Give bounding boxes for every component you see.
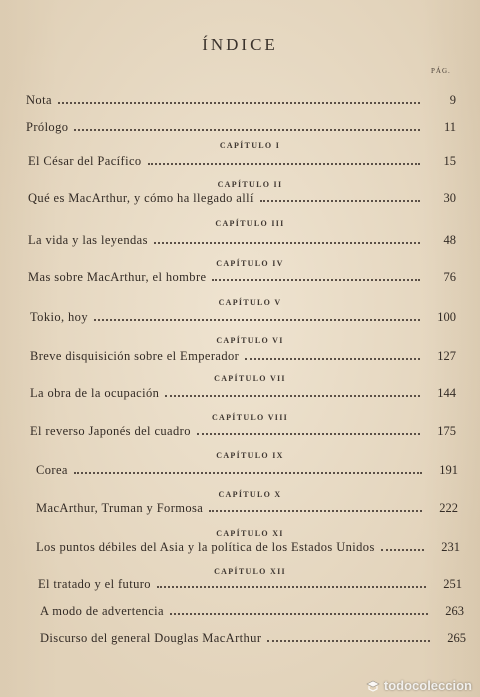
toc-entry: [36, 498, 458, 516]
chapter-heading: CAPÍTULO I: [219, 141, 281, 150]
toc-entry: [28, 230, 456, 248]
toc-entry-title: Nota: [26, 93, 52, 107]
toc-entry: [30, 421, 456, 439]
toc-entry: [30, 307, 456, 325]
toc-entry-title: Los puntos débiles del Asia y la política de los Estados Unidos: [36, 540, 375, 554]
toc-entry-page: 175: [437, 424, 456, 438]
toc-entry: [28, 151, 456, 169]
toc-entry-page: 30: [443, 191, 456, 205]
toc-entry-page: 263: [445, 604, 464, 618]
toc-entry-title: El reverso Japonés del cuadro: [30, 424, 191, 438]
toc-entry: [30, 346, 456, 364]
toc-entry-page: 191: [439, 463, 458, 477]
toc-entry: [28, 188, 456, 206]
toc-entry-page: 76: [443, 270, 456, 284]
chapter-heading: CAPÍTULO VI: [216, 336, 284, 345]
toc-entry-page: 15: [443, 154, 456, 168]
toc-entry-page: 9: [449, 93, 456, 107]
dot-leader: [267, 640, 430, 642]
toc-entry-page: 48: [443, 233, 456, 247]
toc-entry: [26, 117, 456, 135]
toc-entry-title: Breve disquisición sobre el Emperador: [30, 349, 240, 363]
toc-entry: [28, 267, 456, 285]
index-title: ÍNDICE: [202, 35, 278, 54]
dot-leader: [148, 163, 420, 165]
dot-leader: [381, 549, 424, 551]
toc-entry-page: 127: [437, 349, 456, 363]
toc-entry: [30, 383, 456, 401]
toc-entry-page: 222: [439, 501, 458, 515]
toc-entry-title: Corea: [36, 463, 68, 477]
watermark-logo-icon: [366, 680, 380, 692]
dot-leader: [209, 510, 422, 512]
chapter-heading: CAPÍTULO VIII: [211, 413, 289, 422]
toc-entry: [38, 574, 462, 592]
toc-entry-title: El César del Pacífico: [28, 154, 142, 168]
toc-entry-title: Tokio, hoy: [30, 310, 88, 324]
chapter-heading: CAPÍTULO III: [215, 219, 285, 228]
toc-entry-title: Discurso del general Douglas MacArthur: [40, 631, 262, 645]
dot-leader: [165, 395, 420, 397]
chapter-heading: CAPÍTULO XI: [216, 529, 284, 538]
chapter-heading: CAPÍTULO II: [217, 180, 283, 189]
toc-entry-title: Prólogo: [26, 120, 69, 134]
chapter-heading: CAPÍTULO V: [218, 298, 282, 307]
dot-leader: [74, 129, 420, 131]
toc-entry: [40, 628, 466, 646]
dot-leader: [58, 102, 420, 104]
dot-leader: [260, 200, 420, 202]
chapter-heading: CAPÍTULO IX: [216, 451, 284, 460]
toc-entry: [26, 90, 456, 108]
watermark: [366, 678, 472, 693]
toc-entry-title: La vida y las leyendas: [28, 233, 148, 247]
toc-entry-page: 251: [443, 577, 462, 591]
toc-entry: [36, 460, 458, 478]
chapter-heading: CAPÍTULO IV: [216, 259, 284, 268]
toc-entry: [36, 537, 460, 555]
toc-entry-title: El tratado y el futuro: [38, 577, 151, 591]
toc-entry-page: 231: [441, 540, 460, 554]
dot-leader: [74, 472, 422, 474]
toc-entry-page: 100: [437, 310, 456, 324]
toc-entry-title: La obra de la ocupación: [30, 386, 160, 400]
toc-entry-title: Qué es MacArthur, y cómo ha llegado allí: [28, 191, 254, 205]
toc-entry-page: 144: [437, 386, 456, 400]
toc-entry-page: 265: [447, 631, 466, 645]
watermark-text: todocoleccion: [383, 678, 472, 693]
chapter-heading: CAPÍTULO VII: [214, 374, 286, 383]
dot-leader: [197, 433, 420, 435]
toc-entry-title: Mas sobre MacArthur, el hombre: [28, 270, 207, 284]
chapter-heading: CAPÍTULO X: [218, 490, 282, 499]
toc-entry-title: A modo de advertencia: [40, 604, 164, 618]
chapter-heading: CAPÍTULO XII: [214, 567, 286, 576]
dot-leader: [170, 613, 428, 615]
page-column-label: PÁG.: [431, 67, 451, 75]
toc-entry: [40, 601, 464, 619]
toc-entry-title: MacArthur, Truman y Formosa: [36, 501, 204, 515]
dot-leader: [245, 358, 420, 360]
dot-leader: [212, 279, 420, 281]
dot-leader: [154, 242, 420, 244]
dot-leader: [94, 319, 420, 321]
toc-entry-page: 11: [443, 120, 456, 134]
dot-leader: [157, 586, 426, 588]
